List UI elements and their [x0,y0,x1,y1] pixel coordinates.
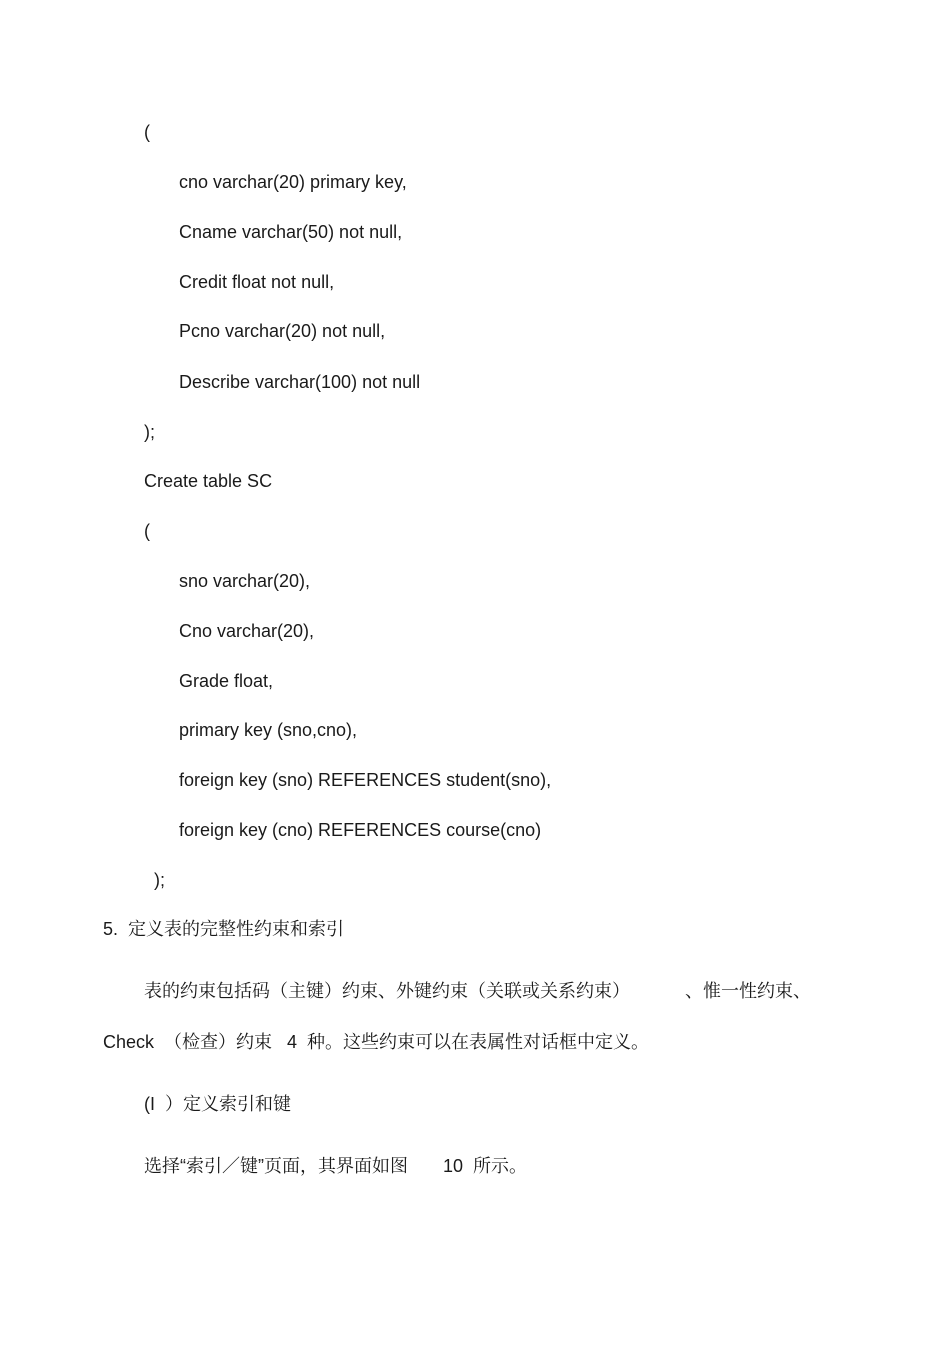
code-line: cno varchar(20) primary key, [179,172,407,192]
code-open-paren: ( [144,122,150,142]
section-heading: 5. 定义表的完整性约束和索引 [103,919,345,939]
code-line: Describe varchar(100) not null [179,372,421,392]
paragraph-line: 选择“索引／键”页面，其界面如图 10 所示。 [144,1156,528,1176]
code-line: foreign key (cno) REFERENCES course(cno) [179,820,542,840]
code-line: Grade float, [179,671,274,691]
sub-heading: (I ）定义索引和键 [144,1094,291,1114]
code-open-paren: ( [144,521,150,541]
code-close-paren: ); [154,870,165,890]
code-line: Cno varchar(20), [179,621,315,641]
code-line: Pcno varchar(20) not null, [179,321,386,341]
code-line: foreign key (sno) REFERENCES student(sno), [179,770,552,790]
code-create-table: Create table SC [144,471,273,491]
code-line: Cname varchar(50) not null, [179,222,403,242]
code-close-paren: ); [144,422,155,442]
code-line: primary key (sno,cno), [179,720,358,740]
code-line: Credit float not null, [179,272,335,292]
paragraph-line: 表的约束包括码（主键）约束、外键约束（关联或关系约束） 、惟一性约束、 [144,981,812,1001]
paragraph-line: Check （检查）约束 4 种。这些约束可以在表属性对话框中定义。 [103,1032,650,1052]
code-line: sno varchar(20), [179,571,311,591]
